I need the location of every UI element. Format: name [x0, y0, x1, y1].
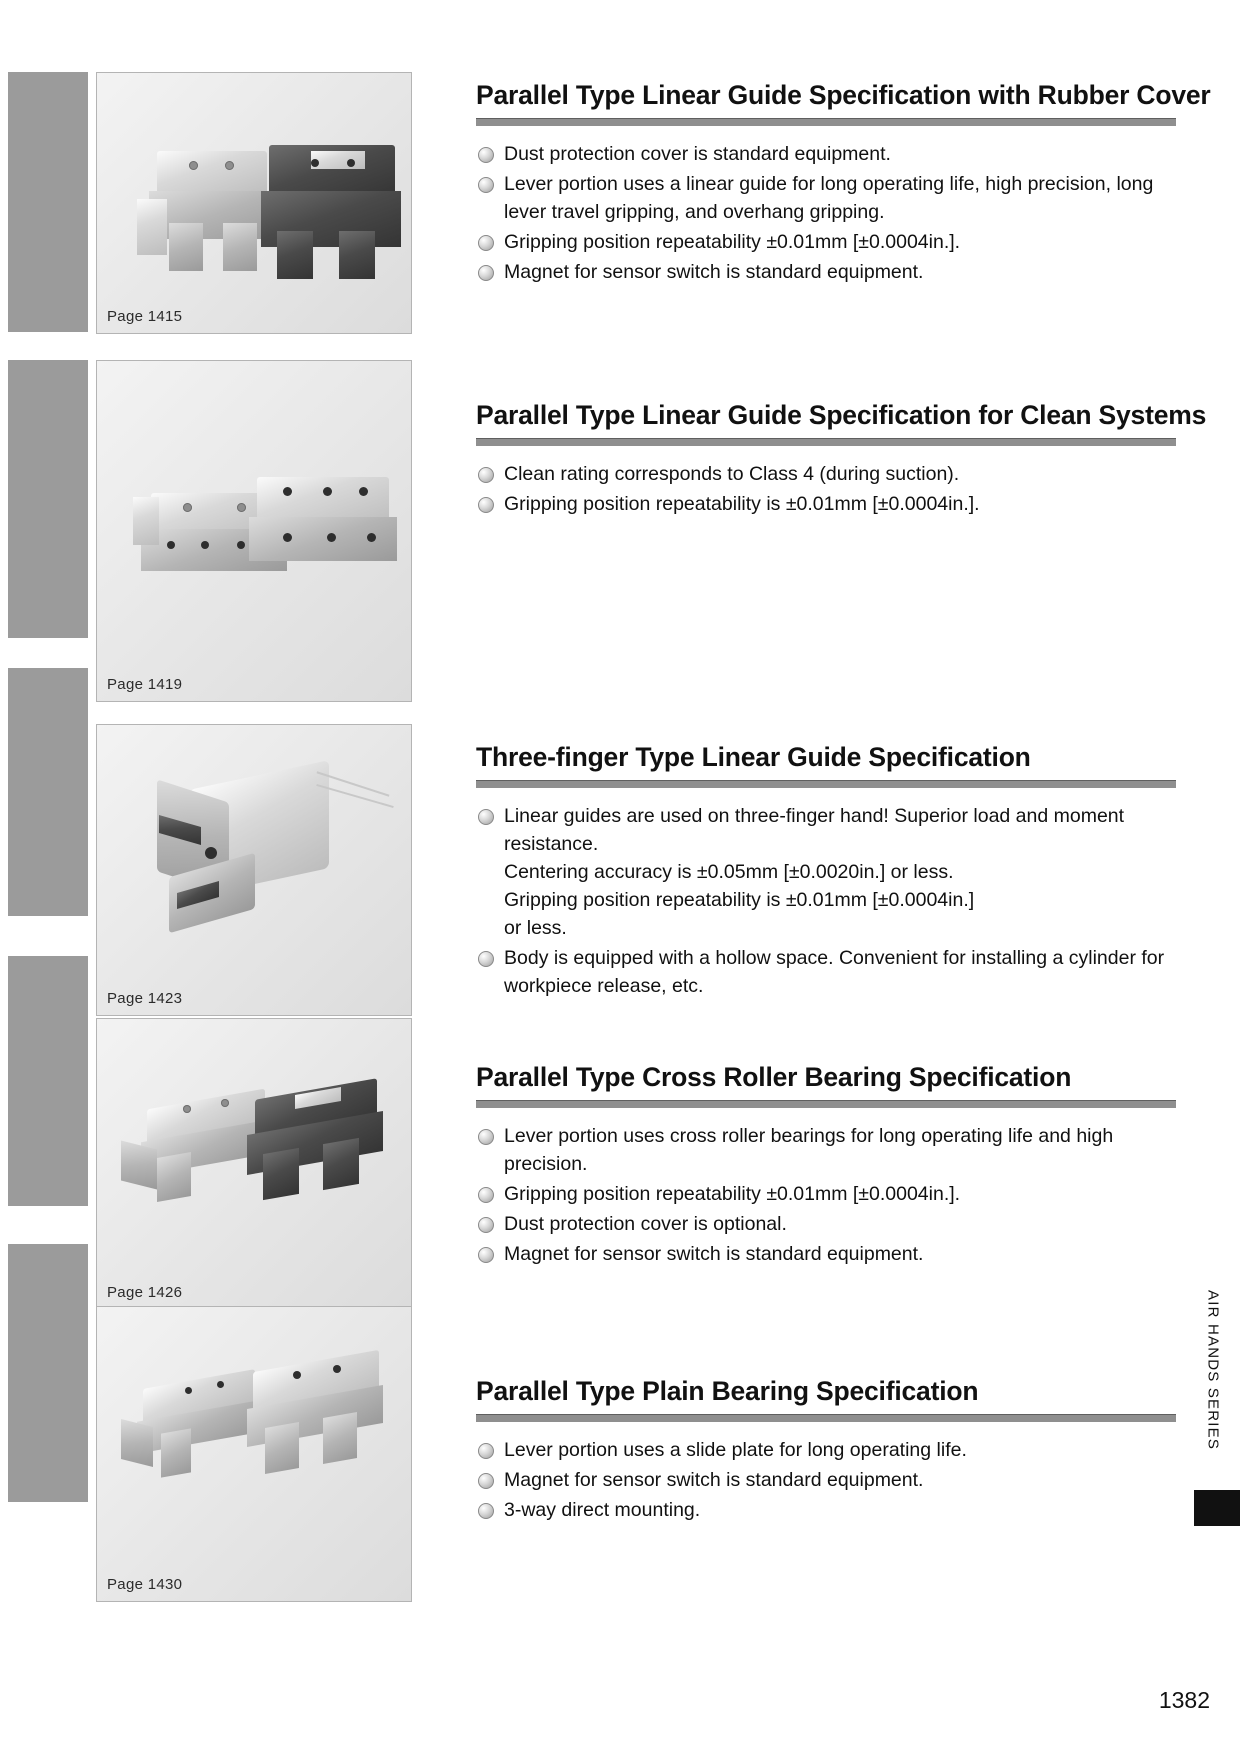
series-side-tab-label: AIR HANDS SERIES: [1204, 1290, 1222, 1451]
side-tab-marker: [1194, 1490, 1240, 1526]
product-illustration: [97, 725, 411, 1015]
bullet-item: Lever portion uses a slide plate for long operating life.: [476, 1436, 1176, 1464]
page-number: 1382: [1158, 1687, 1210, 1713]
section-text-3: [476, 742, 1176, 1002]
product-photo-3: [96, 724, 412, 1016]
bullet-item: Lever portion uses a linear guide for long operating life, high precision, long lever travel gripping, and overhang gripping.: [476, 170, 1176, 226]
bullet-list: [476, 1122, 1176, 1268]
bullet-item: Magnet for sensor switch is standard equipment.: [476, 1466, 1176, 1494]
product-photo-4: [96, 1018, 412, 1310]
bullet-item: Magnet for sensor switch is standard equipment.: [476, 258, 1176, 286]
bullet-subline: Centering accuracy is ±0.05mm [±0.0020in.] or less.: [504, 861, 954, 883]
bullet-text: Linear guides are used on three-finger hand! Superior load and moment resistance.: [504, 805, 1125, 855]
section-title: Parallel Type Plain Bearing Specification: [476, 1376, 979, 1406]
bullet-item: Dust protection cover is optional.: [476, 1210, 1176, 1238]
grey-bar-1: [8, 72, 88, 332]
section-title: Parallel Type Linear Guide Specification for Clean Systems: [476, 400, 1207, 430]
product-photo-2: [96, 360, 412, 702]
bullet-item: Body is equipped with a hollow space. Convenient for installing a cylinder for workpiece release, etc.: [476, 944, 1176, 1000]
section-title: Parallel Type Linear Guide Specification with Rubber Cover: [476, 80, 1211, 110]
bullet-item: Clean rating corresponds to Class 4 (during suction).: [476, 460, 1176, 488]
bullet-subline: Gripping position repeatability is ±0.01mm [±0.0004in.]: [504, 889, 975, 911]
title-rule: [476, 1414, 1176, 1422]
bullet-list: [476, 802, 1176, 1000]
section-text-5: [476, 1376, 1176, 1526]
bullet-item: Magnet for sensor switch is standard equipment.: [476, 1240, 1176, 1268]
photo-caption: Page 1423: [107, 990, 183, 1007]
bullet-item: Lever portion uses cross roller bearings for long operating life and high precision.: [476, 1122, 1176, 1178]
section-text-4: [476, 1062, 1176, 1270]
bullet-item: Gripping position repeatability ±0.01mm [±0.0004in.].: [476, 228, 1176, 256]
grey-bar-2: [8, 360, 88, 638]
photo-caption: Page 1426: [107, 1284, 183, 1301]
section-text-2: [476, 400, 1207, 520]
title-rule: [476, 1100, 1176, 1108]
section-title: Parallel Type Cross Roller Bearing Specification: [476, 1062, 1072, 1092]
grey-bar-5: [8, 1244, 88, 1502]
bullet-item: 3-way direct mounting.: [476, 1496, 1176, 1524]
photo-caption: Page 1419: [107, 676, 183, 693]
title-rule: [476, 118, 1176, 126]
series-side-tab: [1200, 1290, 1226, 1455]
section-title: Three-finger Type Linear Guide Specification: [476, 742, 1031, 772]
bullet-list: [476, 460, 1176, 518]
bullet-list: [476, 140, 1176, 286]
section-text-1: [476, 80, 1211, 288]
bullet-item: Gripping position repeatability is ±0.01mm [±0.0004in.].: [476, 490, 1176, 518]
bullet-subline: or less.: [504, 917, 567, 939]
bullet-item: Dust protection cover is standard equipment.: [476, 140, 1176, 168]
photo-caption: Page 1415: [107, 308, 183, 325]
grey-bar-3: [8, 668, 88, 916]
title-rule: [476, 438, 1176, 446]
grey-bar-4: [8, 956, 88, 1206]
product-photo-1: [96, 72, 412, 334]
product-illustration: [97, 1019, 411, 1309]
photo-caption: Page 1430: [107, 1576, 183, 1593]
bullet-item: [476, 802, 1176, 942]
product-photo-5: [96, 1306, 412, 1602]
bullet-list: [476, 1436, 1176, 1524]
title-rule: [476, 780, 1176, 788]
bullet-item: Gripping position repeatability ±0.01mm [±0.0004in.].: [476, 1180, 1176, 1208]
product-illustration: [97, 361, 411, 701]
product-illustration: [97, 1307, 411, 1601]
product-illustration: [97, 73, 411, 333]
